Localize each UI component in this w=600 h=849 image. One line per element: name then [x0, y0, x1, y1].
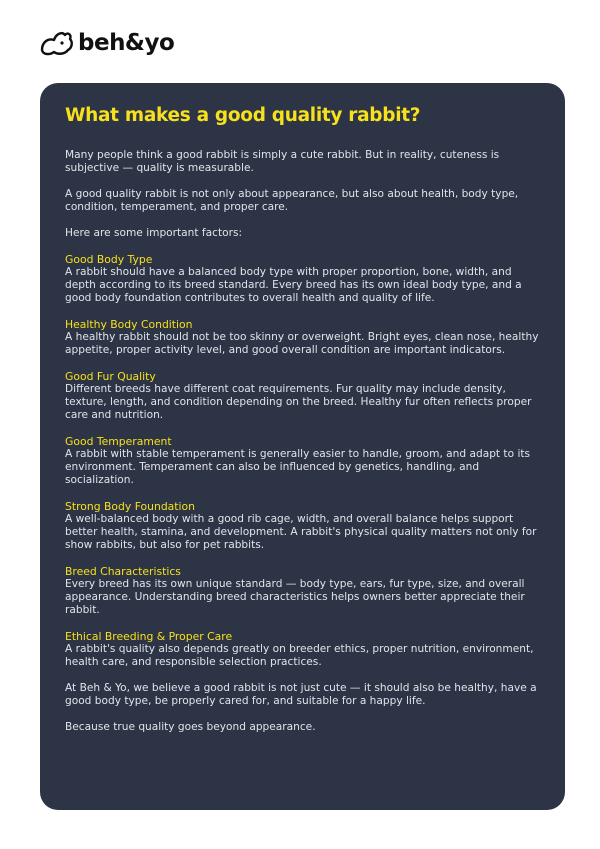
- closing-paragraph: At Beh & Yo, we believe a good rabbit is not just cute — it should also be healthy, have a good body type, be properly cared for, and suitable for a happy life.: [65, 682, 537, 707]
- factor-body: Different breeds have different coat requirements. Fur quality may include density, texture, length, and condition depending on the breed. Healthy fur often reflects proper care and nutrition.: [65, 383, 532, 421]
- factor-heading: Strong Body Foundation: [65, 500, 195, 513]
- factor-body: A healthy rabbit should not be too skinny or overweight. Bright eyes, clean nose, healthy appetite, proper activity level, and good overall condition are important indicators.: [65, 331, 539, 356]
- factor-body: A well-balanced body with a good rib cage, width, and overall balance helps support better health, stamina, and development. A rabbit's physical quality matters not only for show rabbits, but also for pet rabbits.: [65, 513, 537, 551]
- factor-body: Every breed has its own unique standard — body type, ears, fur type, size, and overall appearance. Understanding breed characteristics helps owners better appreciate their rabbit.: [65, 578, 525, 616]
- factor-section: [65, 565, 540, 617]
- factor-section: [65, 435, 540, 487]
- content-card: [40, 83, 565, 810]
- brand-name: beh&yo: [78, 30, 175, 56]
- factor-heading: Good Temperament: [65, 435, 172, 448]
- rabbit-logo-icon: [38, 28, 74, 58]
- factor-heading: Good Fur Quality: [65, 370, 156, 383]
- factor-section: [65, 630, 540, 669]
- factor-section: [65, 253, 540, 305]
- factor-heading: Healthy Body Condition: [65, 318, 193, 331]
- factor-section: [65, 370, 540, 422]
- factor-heading: Breed Characteristics: [65, 565, 181, 578]
- factor-section: [65, 318, 540, 357]
- closing-paragraph: Because true quality goes beyond appearance.: [65, 721, 316, 733]
- intro-paragraph: Many people think a good rabbit is simply a cute rabbit. But in reality, cuteness is subjective — quality is measurable.: [65, 149, 500, 174]
- factor-section: [65, 500, 540, 552]
- intro-paragraph: Here are some important factors:: [65, 227, 243, 239]
- factor-body: A rabbit's quality also depends greatly on breeder ethics, proper nutrition, environment, health care, and responsible selection practices.: [65, 643, 534, 668]
- factor-heading: Ethical Breeding & Proper Care: [65, 630, 233, 643]
- intro-paragraph: A good quality rabbit is not only about appearance, but also about health, body type, condition, temperament, and proper care.: [65, 188, 519, 213]
- brand-header: [38, 28, 174, 58]
- factor-body: A rabbit should have a balanced body type with proper proportion, bone, width, and depth according to its breed standard. Every breed has its own ideal body type, and a good body foundation contributes to overall health and quality of life.: [65, 266, 522, 304]
- factor-body: A rabbit with stable temperament is generally easier to handle, groom, and adapt to its environment. Temperament can also be influenced by genetics, handling, and socialization.: [65, 448, 531, 486]
- page-title: What makes a good quality rabbit?: [65, 105, 421, 126]
- factor-heading: Good Body Type: [65, 253, 153, 266]
